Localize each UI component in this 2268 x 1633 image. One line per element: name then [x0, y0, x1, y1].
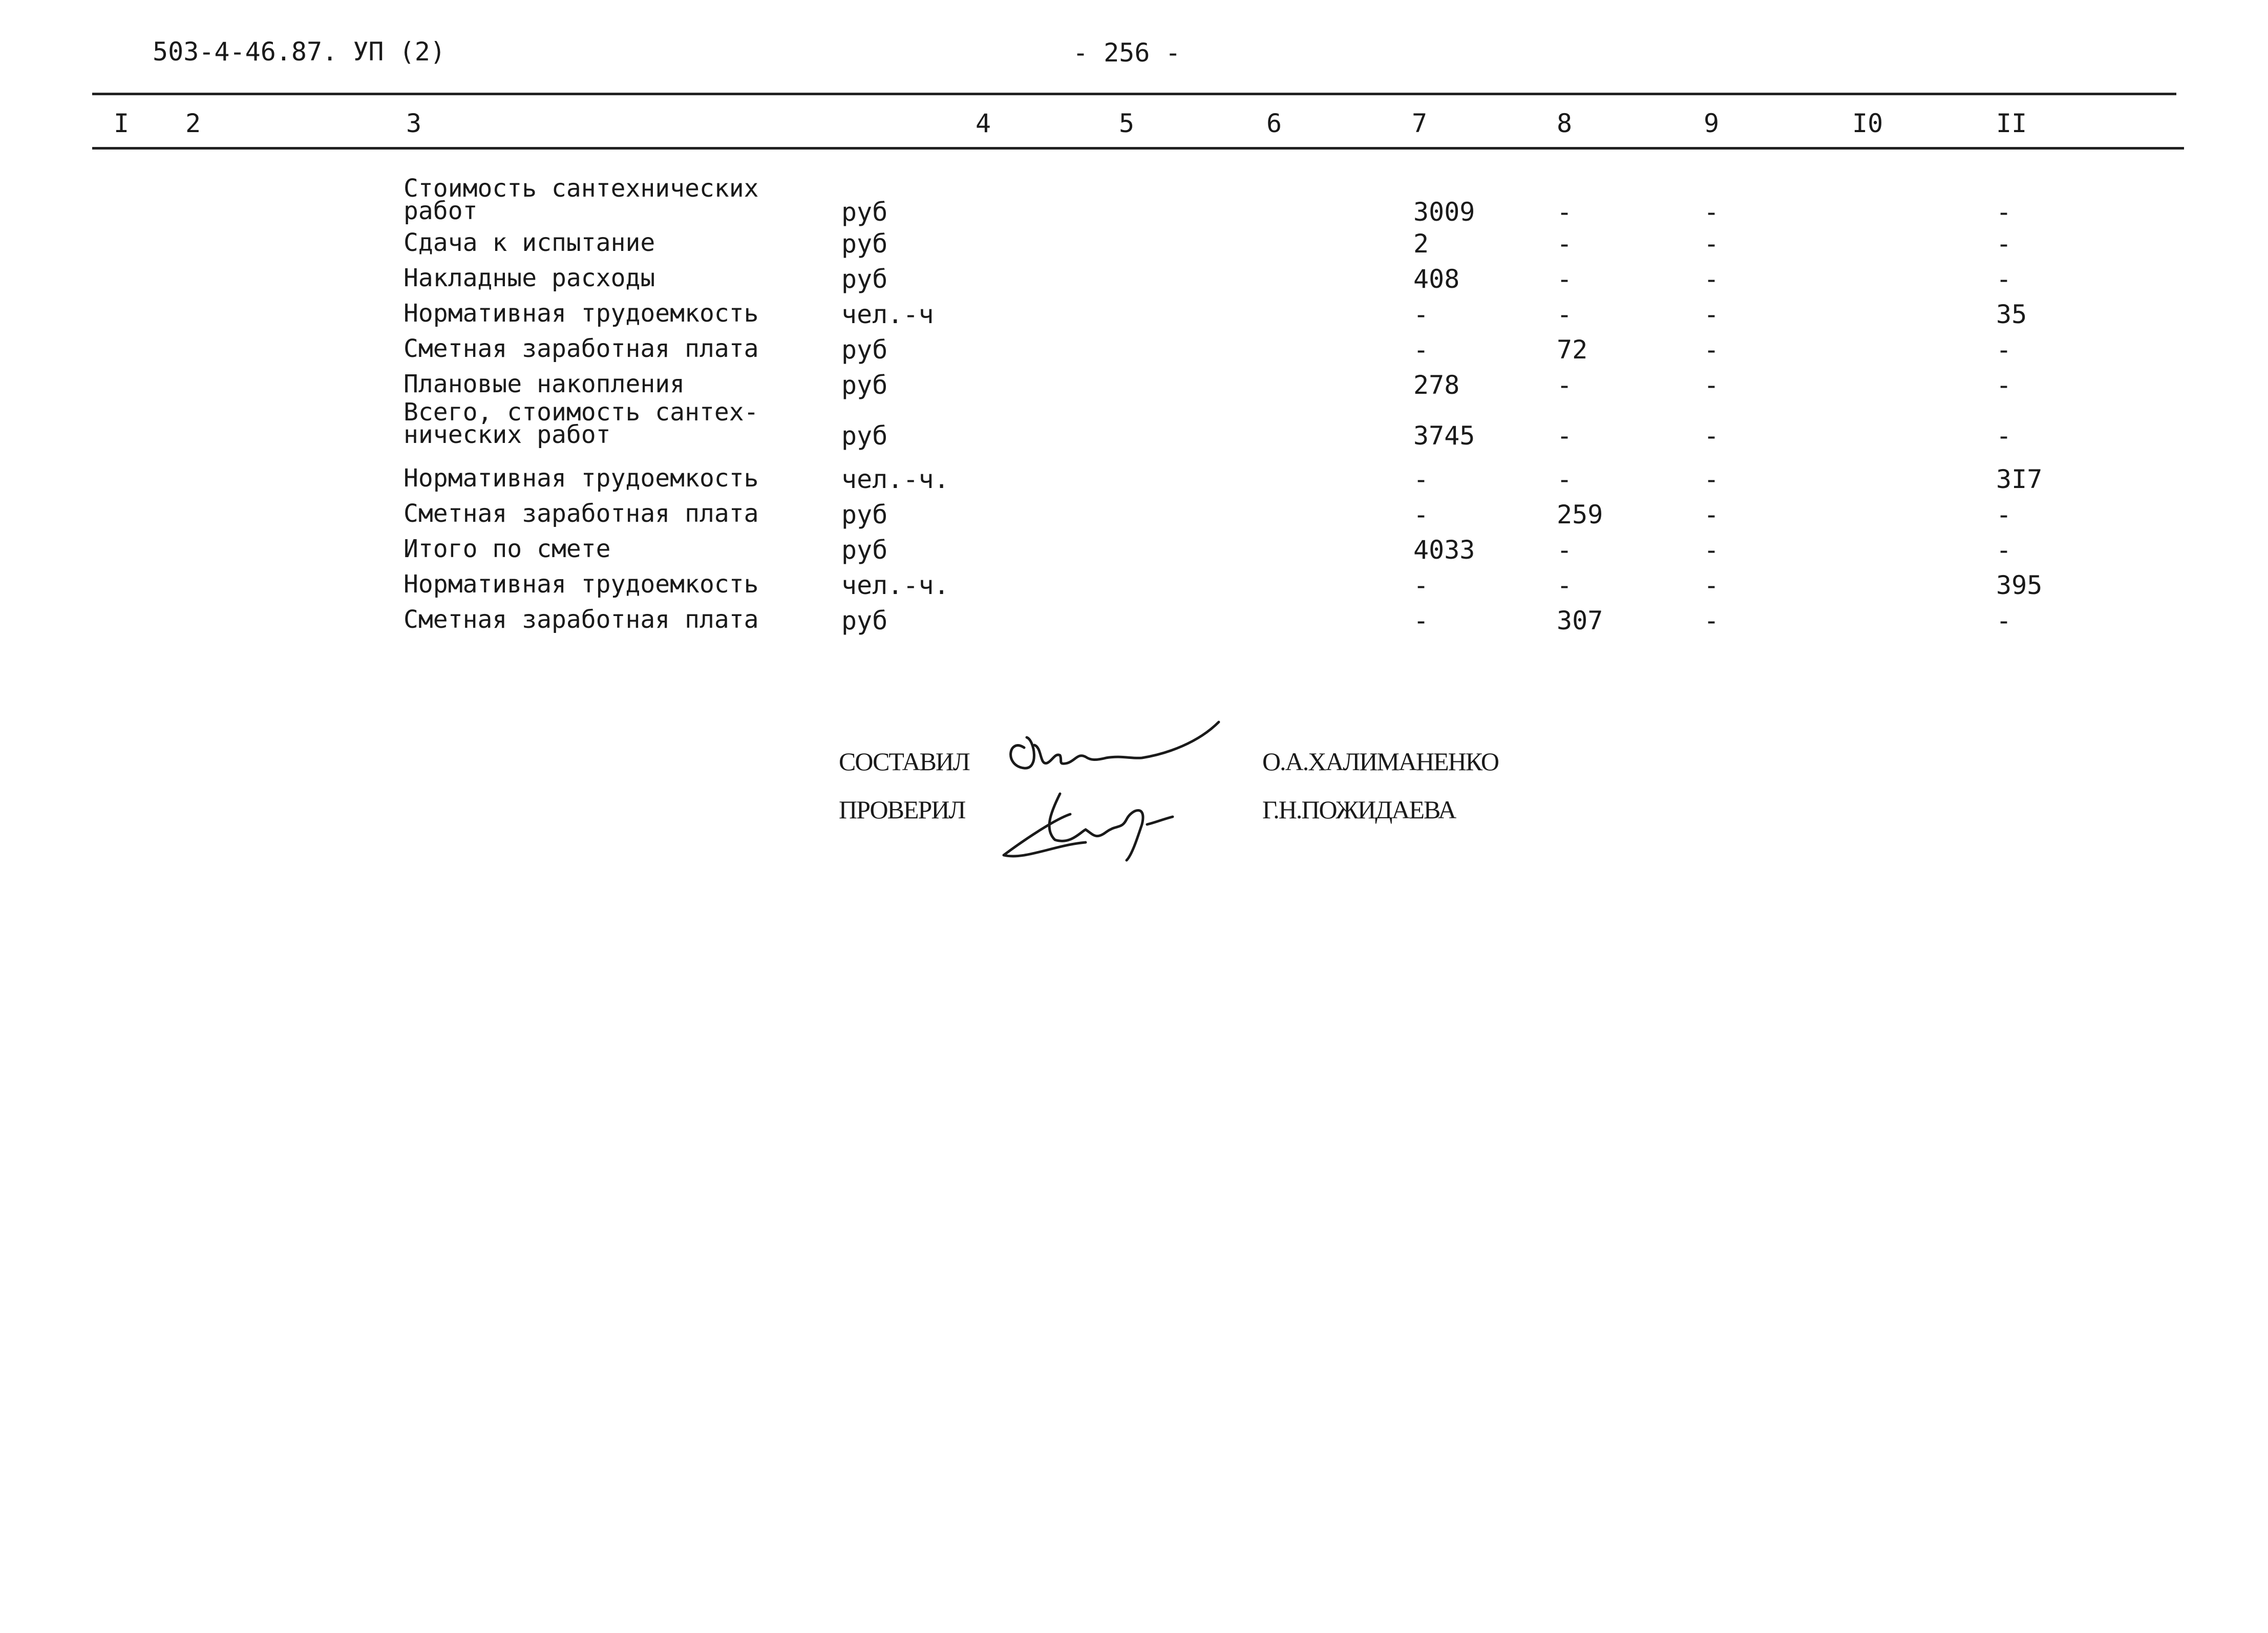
checked-label: ПРОВЕРИЛ	[839, 795, 965, 824]
col8-value: 259	[1557, 500, 1603, 529]
row-name: Итого по смете	[404, 535, 611, 563]
column-number: 4	[976, 109, 991, 138]
col9-value: -	[1704, 535, 1720, 565]
col9-value: -	[1704, 370, 1720, 400]
col8-value: 307	[1557, 606, 1603, 635]
col7-value: 3009	[1413, 197, 1475, 227]
row-name: Сдача к испытание	[404, 228, 655, 257]
row-unit: руб	[841, 335, 888, 365]
col9-value: -	[1704, 606, 1720, 635]
header-rule-bottom	[92, 147, 2184, 150]
checker-signature-image	[993, 783, 1234, 865]
col9-value: -	[1704, 264, 1720, 294]
row-name: Нормативная трудоемкость	[404, 464, 759, 493]
col8-value: -	[1557, 535, 1573, 565]
col8-value: -	[1557, 264, 1573, 294]
row-unit: чел.-ч.	[841, 464, 949, 494]
col11-value: -	[1996, 421, 2012, 451]
row-name: Нормативная трудоемкость	[404, 570, 759, 599]
col11-value: 3I7	[1996, 464, 2043, 494]
row-unit: руб	[841, 197, 888, 227]
row-name: Плановые накопления	[404, 370, 685, 398]
col7-value: -	[1413, 464, 1429, 494]
header-rule-top	[92, 93, 2176, 95]
col8-value: -	[1557, 464, 1573, 494]
col9-value: -	[1704, 570, 1720, 600]
col8-value: -	[1557, 570, 1573, 600]
column-number: 6	[1266, 109, 1282, 138]
column-number: I	[114, 109, 130, 138]
row-name: Накладные расходы	[404, 264, 655, 292]
column-number: 2	[185, 109, 201, 138]
col11-value: -	[1996, 197, 2012, 227]
row-unit: руб	[841, 264, 888, 294]
col11-value: -	[1996, 370, 2012, 400]
column-number: 8	[1557, 109, 1573, 138]
col8-value: -	[1557, 229, 1573, 259]
row-unit: чел.-ч	[841, 300, 934, 329]
compiled-name: О.А.ХАЛИМАНЕНКО	[1262, 747, 1498, 776]
col7-value: 408	[1413, 264, 1460, 294]
col9-value: -	[1704, 335, 1720, 365]
col9-value: -	[1704, 197, 1720, 227]
checked-name: Г.Н.ПОЖИДАЕВА	[1262, 795, 1456, 824]
column-number: 7	[1412, 109, 1428, 138]
row-unit: руб	[841, 421, 888, 451]
col7-value: 4033	[1413, 535, 1475, 565]
col7-value: -	[1413, 335, 1429, 365]
col11-value: 395	[1996, 570, 2043, 600]
col11-value: -	[1996, 229, 2012, 259]
row-name: Сметная заработная плата	[404, 605, 759, 634]
row-unit: чел.-ч.	[841, 570, 949, 600]
row-name: Сметная заработная плата	[404, 334, 759, 363]
col7-value: -	[1413, 500, 1429, 529]
row-name: Сметная заработная плата	[404, 499, 759, 528]
col7-value: 278	[1413, 370, 1460, 400]
col8-value: -	[1557, 370, 1573, 400]
col8-value: -	[1557, 197, 1573, 227]
row-unit: руб	[841, 535, 888, 565]
col7-value: 2	[1413, 229, 1429, 259]
col11-value: -	[1996, 535, 2012, 565]
row-unit: руб	[841, 606, 888, 635]
page-number: - 256 -	[1073, 38, 1181, 68]
column-number: 5	[1119, 109, 1135, 138]
compiler-signature-image	[1004, 717, 1244, 778]
col11-value: 35	[1996, 300, 2027, 329]
document-code: 503-4-46.87. УП (2)	[153, 37, 446, 67]
col9-value: -	[1704, 464, 1720, 494]
column-number: 9	[1704, 109, 1720, 138]
col9-value: -	[1704, 500, 1720, 529]
col7-value: -	[1413, 300, 1429, 329]
row-unit: руб	[841, 500, 888, 529]
compiled-label: СОСТАВИЛ	[839, 747, 969, 776]
col9-value: -	[1704, 229, 1720, 259]
col7-value: -	[1413, 606, 1429, 635]
row-unit: руб	[841, 370, 888, 400]
col8-value: 72	[1557, 335, 1588, 365]
col8-value: -	[1557, 300, 1573, 329]
col11-value: -	[1996, 606, 2012, 635]
col11-value: -	[1996, 500, 2012, 529]
column-number: I0	[1852, 109, 1883, 138]
col9-value: -	[1704, 421, 1720, 451]
col11-value: -	[1996, 335, 2012, 365]
col9-value: -	[1704, 300, 1720, 329]
col7-value: 3745	[1413, 421, 1475, 451]
column-number: 3	[406, 109, 422, 138]
col7-value: -	[1413, 570, 1429, 600]
row-name: Стоимость сантехнических работ	[404, 174, 759, 225]
col11-value: -	[1996, 264, 2012, 294]
row-name: Нормативная трудоемкость	[404, 299, 759, 328]
col8-value: -	[1557, 421, 1573, 451]
column-number: II	[1996, 109, 2027, 138]
row-name: Всего, стоимость сантех- нических работ	[404, 398, 759, 449]
row-unit: руб	[841, 229, 888, 259]
